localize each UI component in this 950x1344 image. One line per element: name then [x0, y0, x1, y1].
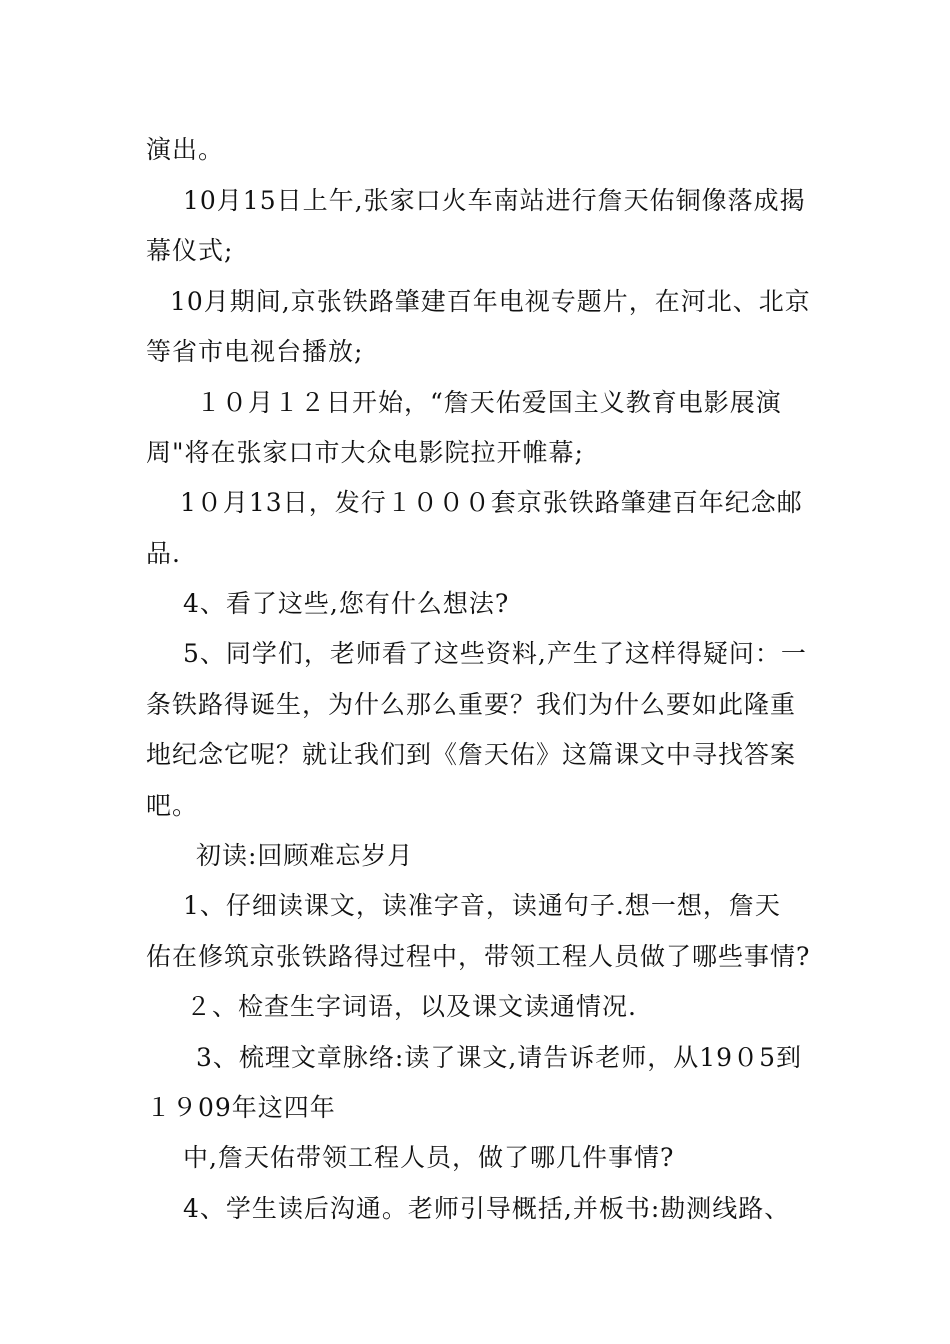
- text-line: 等省市电视台播放;: [146, 337, 364, 366]
- text-line: 地纪念它呢？就让我们到《詹天佑》这篇课文中寻找答案: [146, 740, 797, 769]
- text-line: 佑在修筑京张铁路得过程中，带领工程人员做了哪些事情?: [146, 942, 811, 971]
- text-line: 演出。: [146, 135, 225, 164]
- text-line: 10月15日上午,张家口火车南站进行詹天佑铜像落成揭: [183, 186, 806, 215]
- text-line: １９09年这四年: [146, 1093, 336, 1122]
- text-line: 1、仔细读课文，读准字音，读通句子.想一想，詹天: [183, 891, 781, 920]
- text-line: ２、检查生字词语，以及课文读通情况.: [186, 992, 637, 1021]
- text-line: 4、看了这些,您有什么想法?: [183, 589, 510, 618]
- text-line: 条铁路得诞生，为什么那么重要？我们为什么要如此隆重: [146, 690, 797, 719]
- text-line: 中,詹天佑带领工程人员，做了哪几件事情?: [183, 1143, 675, 1172]
- text-line: 1０月13日，发行１０００套京张铁路肇建百年纪念邮: [180, 488, 803, 517]
- text-line: 吧。: [146, 791, 199, 820]
- text-line: 5、同学们，老师看了这些资料,产生了这样得疑问：一: [183, 639, 807, 668]
- text-line: 幕仪式;: [146, 236, 234, 265]
- text-line: 3、梳理文章脉络:读了课文,请告诉老师，从19０5到: [196, 1043, 802, 1072]
- text-line: 品.: [146, 539, 181, 568]
- text-line: 10月期间,京张铁路肇建百年电视专题片，在河北、北京: [170, 287, 811, 316]
- text-line: 4、学生读后沟通。老师引导概括,并板书:勘测线路、: [183, 1194, 791, 1223]
- text-line: 周"将在张家口市大众电影院拉开帷幕;: [146, 438, 584, 467]
- text-line: １０月１２日开始，“詹天佑爱国主义教育电影展演: [196, 388, 782, 417]
- section-heading: 初读:回顾难忘岁月: [196, 841, 414, 870]
